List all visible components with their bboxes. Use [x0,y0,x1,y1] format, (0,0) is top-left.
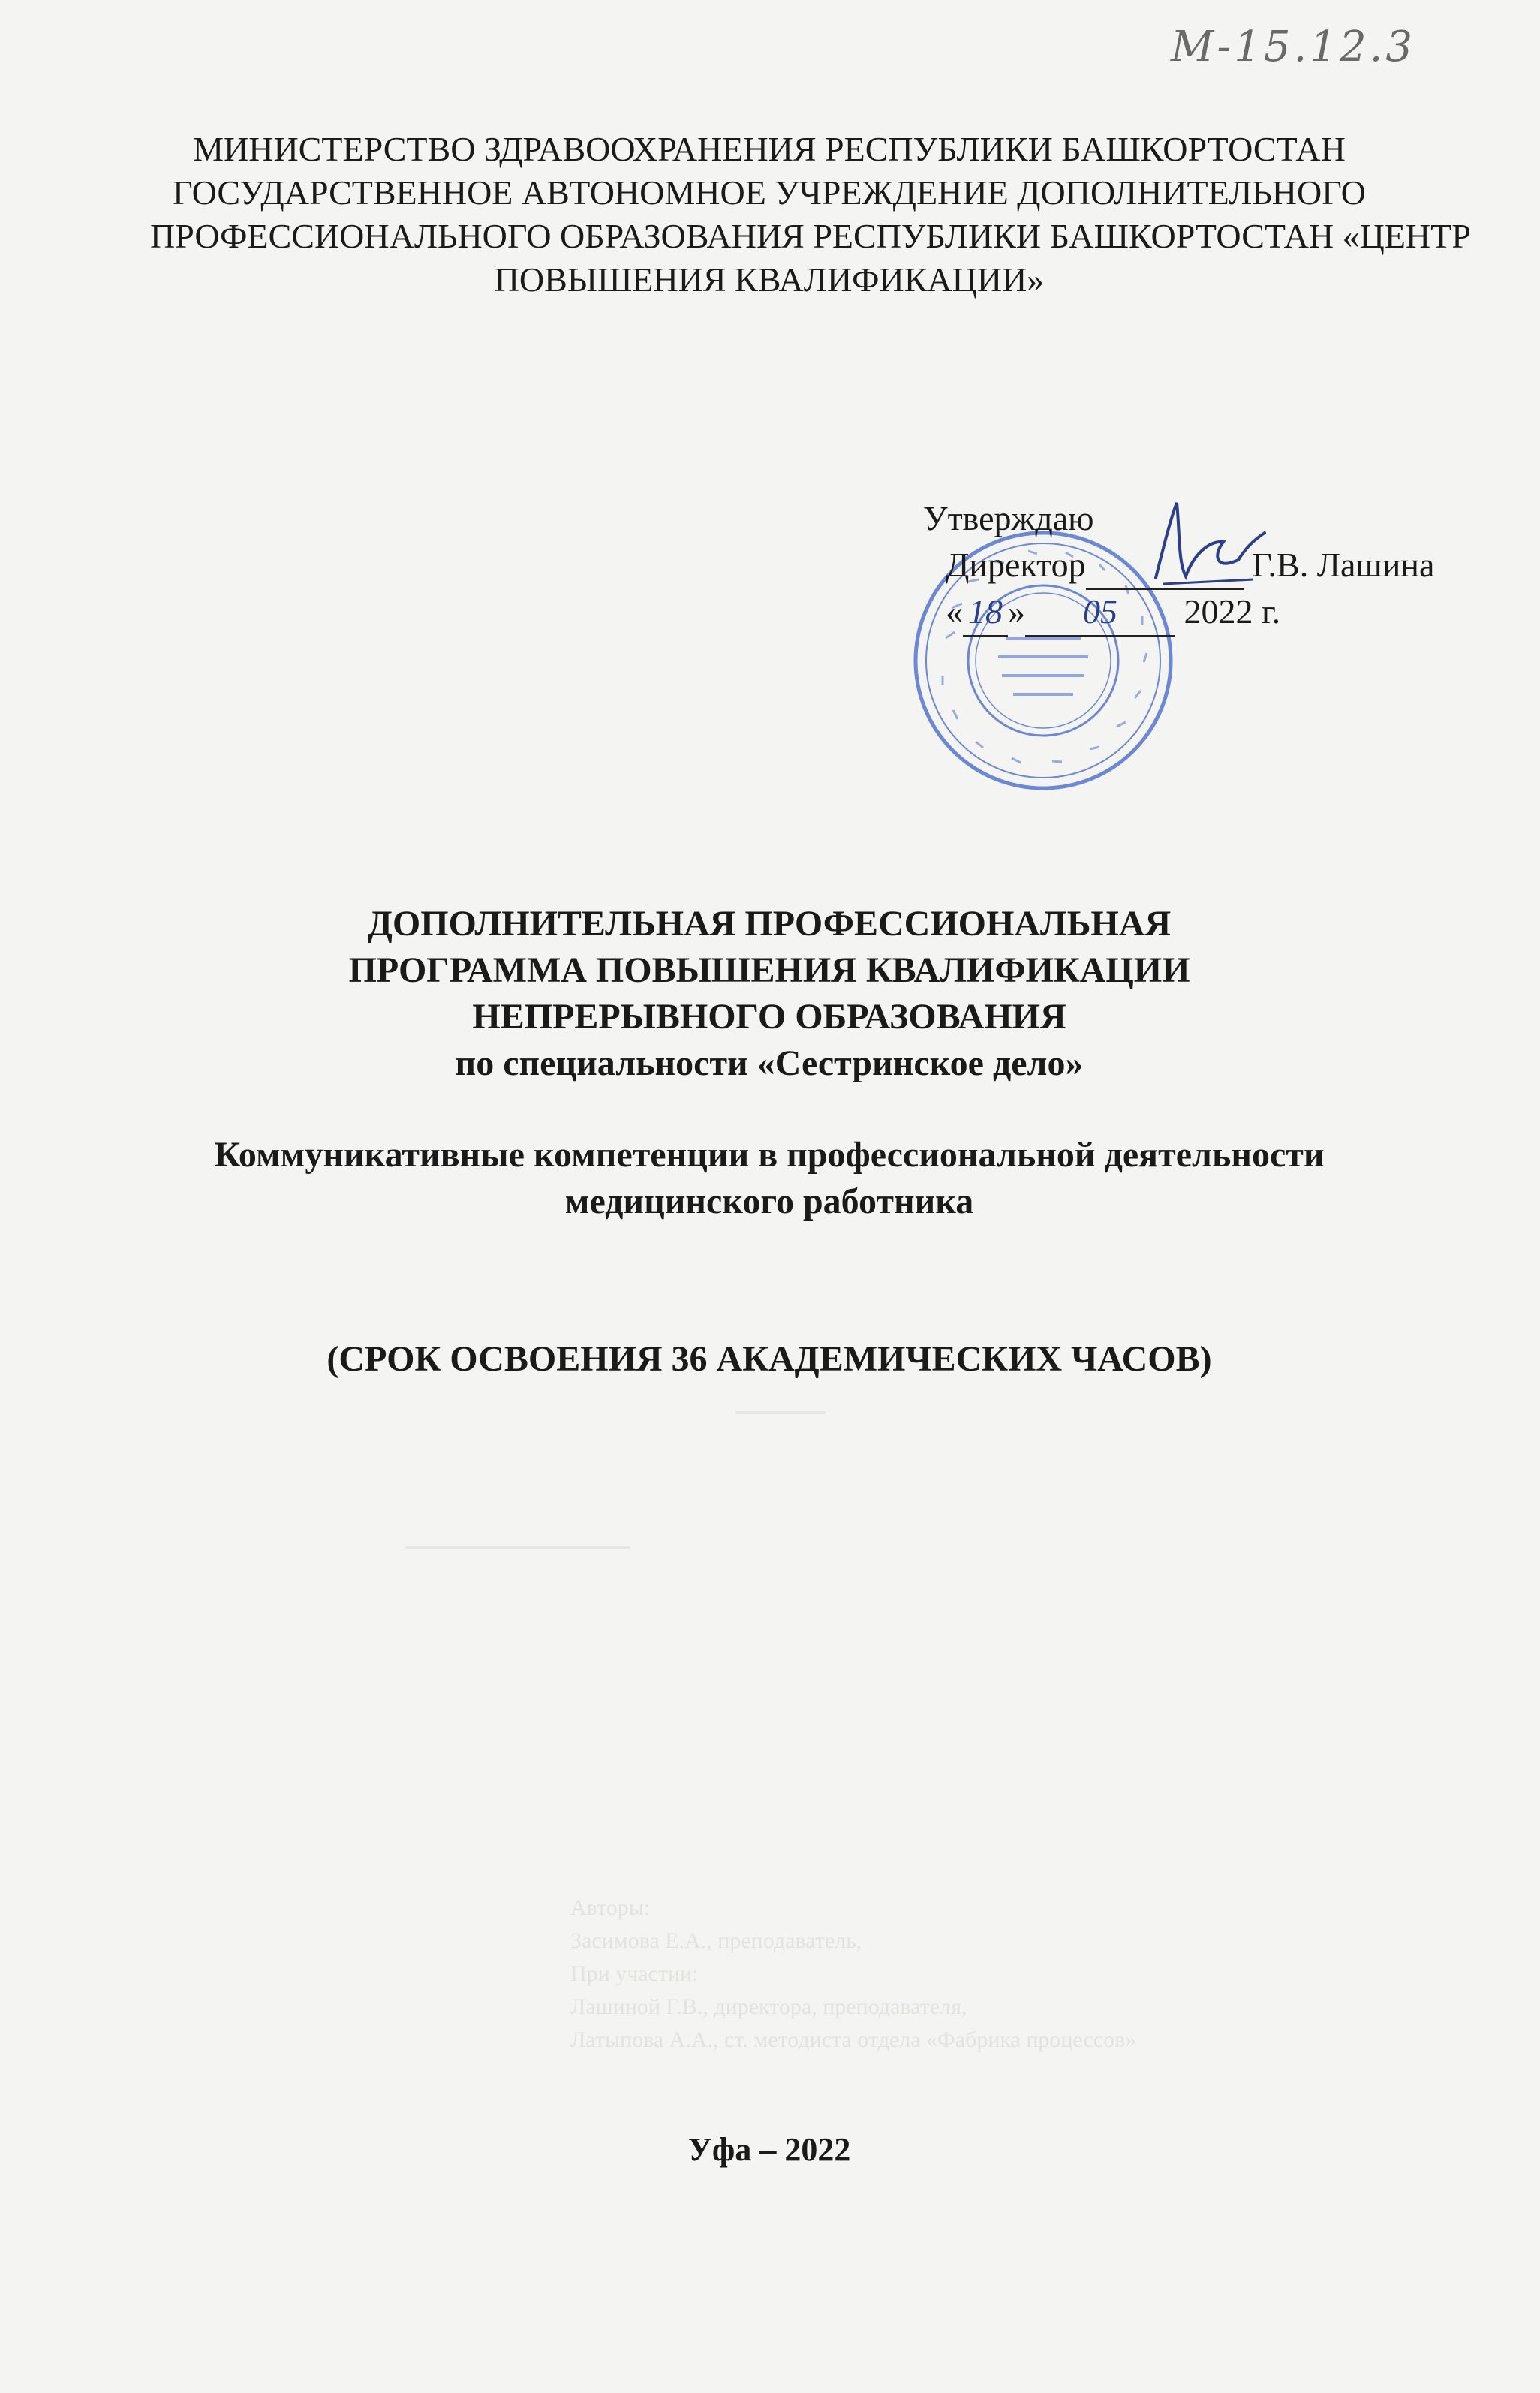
approval-year: 2022 г. [1184,592,1281,631]
authors-line-1: Авторы: [570,1895,651,1920]
approval-date-row [923,588,1448,635]
approval-day: 18 [963,588,1008,637]
faint-mark [405,1546,630,1549]
header-line-3: ПРОФЕССИОНАЛЬНОГО ОБРАЗОВАНИЯ РЕСПУБЛИКИ БАШКОРТОСТАН «ЦЕНТР [150,217,1471,255]
authors-line-3: При участии: [570,1961,699,1986]
header-line-4: ПОВЫШЕНИЯ КВАЛИФИКАЦИИ» [494,260,1045,299]
header-line-1: МИНИСТЕРСТВО ЗДРАВООХРАНЕНИЯ РЕСПУБЛИКИ БАШКОРТОСТАН [193,130,1346,168]
authors-line-2: Засимова Е.А., преподаватель, [570,1928,862,1953]
subject-line-1: Коммуникативные компетенции в профессиональной деятельности [214,1135,1325,1175]
approval-position: Директор [946,546,1086,584]
title-line-1: ДОПОЛНИТЕЛЬНАЯ ПРОФЕССИОНАЛЬНАЯ [367,904,1172,944]
signature-line [1086,542,1244,590]
header-line-2: ГОСУДАРСТВЕННОЕ АВТОНОМНОЕ УЧРЕЖДЕНИЕ ДОПОЛНИТЕЛЬНОГО [173,173,1366,212]
date-open-quote: « [946,592,963,631]
approval-label: Утверждаю [923,499,1094,537]
handwritten-note: М-15.12.3 [1171,23,1416,71]
specialty-line: по специальности «Сестринское дело» [455,1043,1084,1083]
program-term: (СРОК ОСВОЕНИЯ 36 АКАДЕМИЧЕСКИХ ЧАСОВ) [326,1339,1212,1379]
title-line-3: НЕПРЕРЫВНОГО ОБРАЗОВАНИЯ [472,997,1066,1037]
city-year: Уфа – 2022 [687,2131,851,2168]
institution-header [150,128,1471,302]
faint-mark [735,1411,826,1414]
subject-line-2: медицинского работника [564,1181,974,1221]
date-close-quote: » [1008,592,1025,631]
approval-block [923,495,1448,635]
approval-month: 05 [1025,588,1175,637]
approval-director-row [923,542,1448,588]
authors-line-4: Лашиной Г.В., директора, преподавателя, [570,1994,967,2019]
authors-block [570,1892,1396,2057]
authors-line-5: Латыпова А.А., ст. методиста отдела «Фабрика процессов» [570,2027,1137,2052]
title-line-2: ПРОГРАММА ПОВЫШЕНИЯ КВАЛИФИКАЦИИ [348,950,1190,990]
approval-name: Г.В. Лашина [1252,546,1435,584]
program-title-block [150,901,1388,1225]
